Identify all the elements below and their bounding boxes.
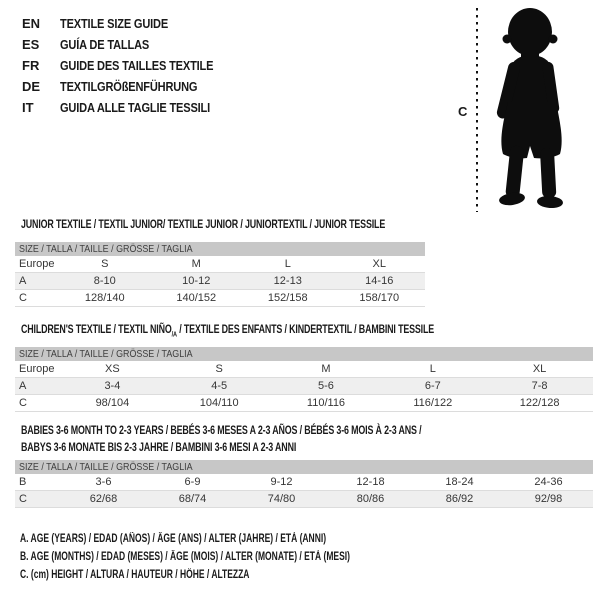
language-list: [22, 13, 240, 118]
size-value-cell: 128/140: [84, 292, 125, 304]
figure-height-illustration: [450, 2, 598, 216]
language-title: GUÍA DE TALLAS: [60, 37, 150, 52]
table-row: [15, 256, 425, 273]
size-value-cell: L: [284, 258, 291, 270]
table-row: [15, 378, 593, 395]
size-table-children: [15, 347, 593, 412]
size-value-cell: 6-7: [424, 380, 441, 392]
size-value-cell: 110/116: [306, 397, 346, 409]
size-value-cell: 3-6: [95, 476, 112, 488]
table-row: [15, 361, 593, 378]
size-header-text: SIZE / TALLA / TAILLE / GRÖSSE / TAGLIA: [19, 348, 193, 360]
row-label-cell: Europe: [19, 363, 55, 375]
size-value-cell: 12-18: [356, 476, 385, 488]
size-value-cell: 9-12: [270, 476, 293, 488]
size-header-bar: [15, 460, 593, 474]
size-value-cell: 80/86: [356, 493, 385, 505]
language-code: EN: [22, 16, 41, 31]
table-title-line: [21, 321, 579, 338]
size-value-cell: 122/128: [519, 397, 560, 409]
title-segment: JUNIOR TEXTILE / TEXTIL JUNIOR/ TEXTILE JUNIOR / JUNIORTEXTIL / JUNIOR TESSILE: [21, 217, 386, 231]
table-title-text: [21, 439, 296, 456]
size-value-cell: S: [101, 258, 109, 270]
size-value-cell: 140/152: [176, 292, 217, 304]
table-title-junior: [21, 216, 513, 233]
table-row: [15, 290, 425, 307]
table-row: [15, 273, 425, 290]
size-value-cell: XL: [532, 363, 547, 375]
size-value-cell: 152/158: [267, 292, 308, 304]
size-value-cell: 86/92: [445, 493, 474, 505]
row-label-cell: A: [19, 275, 27, 287]
size-value-cell: M: [321, 363, 331, 375]
table-row: [15, 395, 593, 412]
note-text: A. AGE (YEARS) / EDAD (AÑOS) / ÂGE (ANS) / ALTER (JAHRE) / ETÀ (ANNI): [20, 533, 327, 545]
title-segment: BABYS 3-6 MONATE BIS 2-3 JAHRE / BAMBINI 3-6 MESI A 2-3 ANNI: [21, 440, 297, 454]
table-row: [15, 474, 593, 491]
size-value-cell: 158/170: [359, 292, 400, 304]
row-label-cell: C: [19, 397, 27, 409]
table-title-line: [21, 422, 562, 439]
size-value-cell: S: [215, 363, 223, 375]
size-value-cell: 7-8: [531, 380, 548, 392]
table-title-text: [21, 422, 421, 439]
size-value-cell: 92/98: [534, 493, 563, 505]
size-value-cell: 5-6: [318, 380, 334, 392]
size-value-cell: 14-16: [365, 275, 394, 287]
language-row: [22, 13, 240, 34]
height-label-c: C: [458, 104, 468, 119]
table-row: [15, 491, 593, 508]
size-table-junior: [15, 242, 425, 307]
language-title: TEXTILE SIZE GUIDE: [60, 16, 169, 31]
size-value-cell: 6-9: [184, 476, 201, 488]
legend-notes: [20, 530, 466, 584]
note-line: [20, 548, 466, 566]
size-header-text: SIZE / TALLA / TAILLE / GRÖSSE / TAGLIA: [19, 243, 193, 255]
language-title: GUIDE DES TAILLES TEXTILE: [60, 58, 214, 73]
size-value-cell: 68/74: [178, 493, 207, 505]
size-value-cell: 98/104: [95, 397, 130, 409]
size-header-bar: [15, 347, 593, 361]
row-label-cell: C: [19, 493, 27, 505]
table-title-babies: [21, 422, 562, 456]
language-code: IT: [22, 100, 34, 115]
title-segment: / TEXTILE DES ENFANTS / KINDERTEXTIL / BAMBINI TESSILE: [176, 322, 435, 336]
language-code: ES: [22, 37, 40, 52]
size-value-cell: 18-24: [445, 476, 474, 488]
row-label-cell: A: [19, 380, 27, 392]
language-title: GUIDA ALLE TAGLIE TESSILI: [60, 100, 211, 115]
size-value-cell: 10-12: [182, 275, 211, 287]
size-value-cell: 104/110: [199, 397, 239, 409]
size-value-cell: 3-4: [104, 380, 121, 392]
size-value-cell: 116/122: [413, 397, 453, 409]
size-value-cell: 24-36: [534, 476, 563, 488]
size-value-cell: XS: [105, 363, 120, 375]
size-header-bar: [15, 242, 425, 256]
language-title: TEXTILGRÖßENFÜHRUNG: [60, 79, 198, 94]
size-value-cell: 8-10: [93, 275, 116, 287]
table-title-children: [21, 321, 579, 338]
language-row: [22, 55, 240, 76]
baby-silhouette: [496, 8, 564, 209]
table-title-text: [21, 216, 385, 233]
size-value-cell: XL: [372, 258, 386, 270]
size-value-cell: 74/80: [267, 493, 296, 505]
language-row: [22, 97, 240, 118]
note-line: [20, 566, 466, 584]
table-title-text: [21, 321, 434, 342]
table-title-line: [21, 216, 513, 233]
row-label-cell: C: [19, 292, 27, 304]
size-value-cell: 62/68: [89, 493, 118, 505]
row-label-cell: B: [19, 476, 27, 488]
baby-silhouette-graphic: [450, 2, 598, 216]
language-code: DE: [22, 79, 41, 94]
size-table-babies: [15, 460, 593, 508]
title-subscript: /A: [171, 329, 177, 339]
language-code: FR: [22, 58, 40, 73]
table-title-line: [21, 439, 562, 456]
size-value-cell: 4-5: [211, 380, 228, 392]
row-label-cell: Europe: [19, 258, 55, 270]
title-segment: CHILDREN'S TEXTILE / TEXTIL NIÑO: [21, 322, 172, 336]
title-segment: BABIES 3-6 MONTH TO 2-3 YEARS / BEBÉS 3-6 MESES A 2-3 AÑOS / BÉBÉS 3-6 MOIS À 2-3 ANS /: [21, 423, 422, 437]
size-header-text: SIZE / TALLA / TAILLE / GRÖSSE / TAGLIA: [19, 461, 193, 473]
size-value-cell: 12-13: [273, 275, 302, 287]
note-line: [20, 530, 466, 548]
note-text: C. (cm) HEIGHT / ALTURA / HAUTEUR / HÖHE / ALTEZZA: [20, 569, 250, 581]
note-text: B. AGE (MONTHS) / EDAD (MESES) / ÂGE (MOIS) / ALTER (MONATE) / ETÀ (MESI): [20, 551, 350, 563]
size-value-cell: M: [191, 258, 201, 270]
language-row: [22, 34, 240, 55]
size-value-cell: L: [429, 363, 436, 375]
language-row: [22, 76, 240, 97]
